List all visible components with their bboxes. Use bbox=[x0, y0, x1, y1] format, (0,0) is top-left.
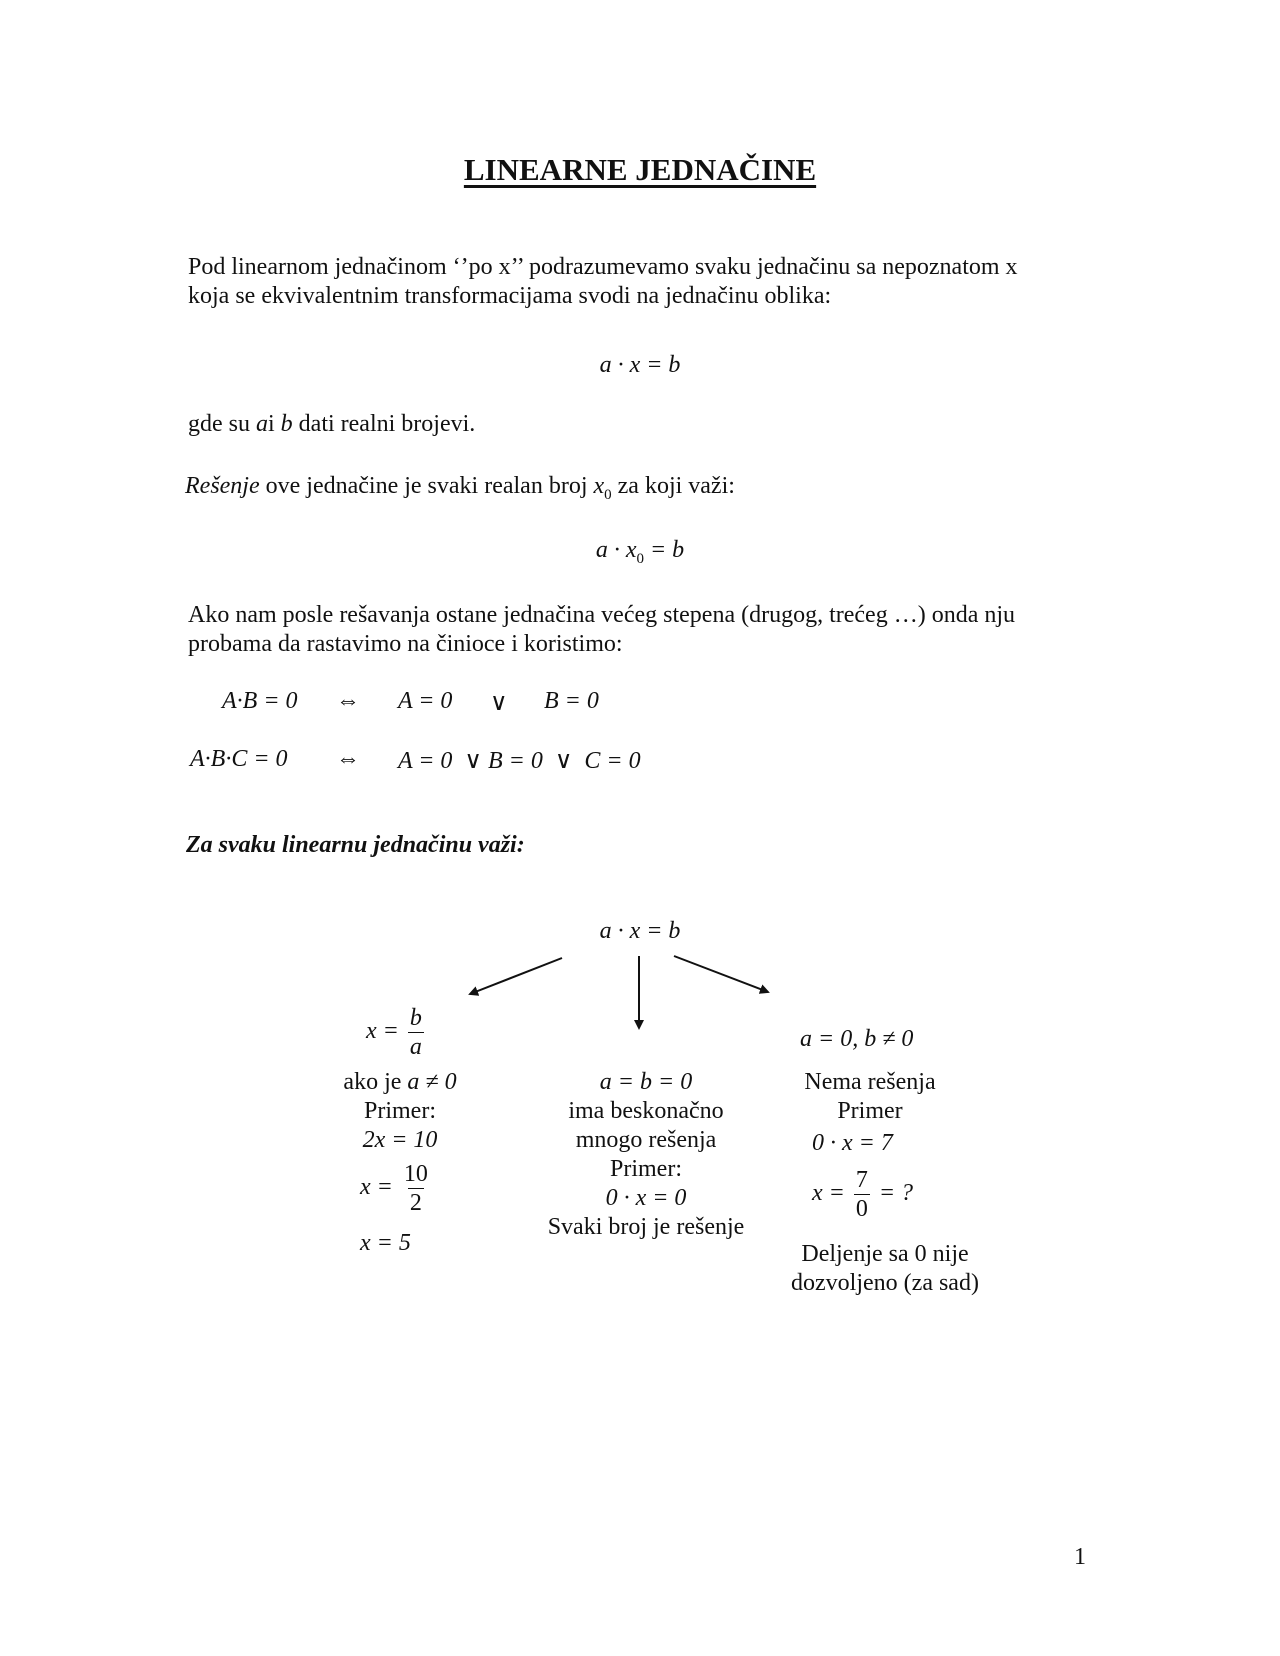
rule-2-left: A·B·C = 0 bbox=[190, 746, 288, 772]
rule-1-or: ∨ bbox=[490, 690, 508, 716]
rule-1-mid: A = 0 bbox=[398, 688, 453, 714]
intro-line-1: Pod linearnom jednačinom ‘’po x’’ podrazumevamo svaku jednačinu sa nepoznatom x bbox=[188, 254, 1018, 280]
right-example-1: 0 · x = 7 bbox=[812, 1130, 893, 1156]
rule-1-left: A·B = 0 bbox=[222, 688, 298, 714]
page-number: 1 bbox=[1074, 1544, 1086, 1570]
intro-line-2: koja se ekvivalentnim transformacijama svodi na jednačinu oblika: bbox=[188, 283, 832, 309]
right-example-2: x = $\frac{7}{0}$ = ? bbox=[812, 1167, 914, 1222]
fraction-10-over-2: $\frac{10}{2}$ bbox=[403, 1161, 428, 1216]
rule-1-right: B = 0 bbox=[544, 688, 599, 714]
diagram-top-equation: a · x = b bbox=[599, 918, 681, 944]
rule-2-equiv: ⇔ bbox=[336, 746, 360, 772]
middle-primer: Primer: bbox=[610, 1156, 682, 1182]
var-a: a bbox=[256, 411, 268, 437]
arrow-right bbox=[674, 956, 768, 992]
var-b: b bbox=[280, 411, 293, 437]
gde-su-suffix: dati realni brojevi. bbox=[298, 411, 476, 437]
middle-line-2: mnogo rešenja bbox=[575, 1127, 717, 1153]
rule-1-equiv: ⇔ bbox=[336, 688, 360, 714]
za-svaku-heading: Za svaku linearnu jednačinu važi: bbox=[186, 832, 525, 858]
middle-condition: a = b = 0 bbox=[599, 1069, 693, 1095]
word-i: i bbox=[268, 411, 275, 437]
right-note bbox=[770, 1240, 1000, 1298]
left-example-3: x = 5 bbox=[360, 1230, 411, 1256]
right-line-1: Nema rešenja bbox=[804, 1069, 936, 1095]
left-condition: ako je a ≠ 0 bbox=[343, 1069, 457, 1095]
left-solution: x = $\frac{b}{a}$ bbox=[366, 1005, 422, 1060]
resenje-term: Rešenje bbox=[185, 473, 260, 499]
left-example-2: x = $\frac{10}{2}$ bbox=[360, 1161, 428, 1216]
left-example-1: 2x = 10 bbox=[362, 1127, 438, 1153]
var-x0: $x_0$ bbox=[593, 473, 612, 503]
right-condition: a = 0, b ≠ 0 bbox=[800, 1026, 914, 1052]
main-equation: a · x = b bbox=[599, 352, 681, 378]
left-branch bbox=[320, 1068, 480, 1155]
equation-x0: $a \cdot x_0 = b$ bbox=[595, 537, 685, 567]
gde-su-prefix: gde su bbox=[188, 411, 250, 437]
left-primer: Primer: bbox=[364, 1098, 436, 1124]
middle-example: 0 · x = 0 bbox=[605, 1185, 687, 1211]
resenje-text: ove jednačine je svaki realan broj bbox=[265, 473, 588, 499]
middle-conclusion: Svaki broj je rešenje bbox=[547, 1214, 745, 1240]
ako-line-2: probama da rastavimo na činioce i koristimo: bbox=[188, 631, 623, 657]
ako-line-1: Ako nam posle rešavanja ostane jednačina većeg stepena (drugog, trećeg …) onda nju bbox=[188, 602, 1016, 628]
fraction-b-over-a: $\frac{b}{a}$ bbox=[409, 1005, 422, 1060]
page-title: LINEARNE JEDNAČINE bbox=[463, 152, 817, 187]
middle-line-1: ima beskonačno bbox=[568, 1098, 724, 1124]
right-primer: Primer bbox=[837, 1098, 903, 1124]
middle-branch bbox=[540, 1068, 752, 1242]
right-note-line-1: Deljenje sa 0 nije bbox=[801, 1241, 969, 1267]
resenje-suffix: za koji važi: bbox=[617, 473, 735, 499]
right-note-line-2: dozvoljeno (za sad) bbox=[791, 1270, 979, 1296]
right-branch bbox=[780, 1068, 960, 1126]
rule-2-right: A = 0 ∨ B = 0 ∨ C = 0 bbox=[398, 748, 641, 774]
fraction-7-over-0: $\frac{7}{0}$ bbox=[855, 1167, 868, 1222]
arrow-left bbox=[470, 958, 562, 994]
